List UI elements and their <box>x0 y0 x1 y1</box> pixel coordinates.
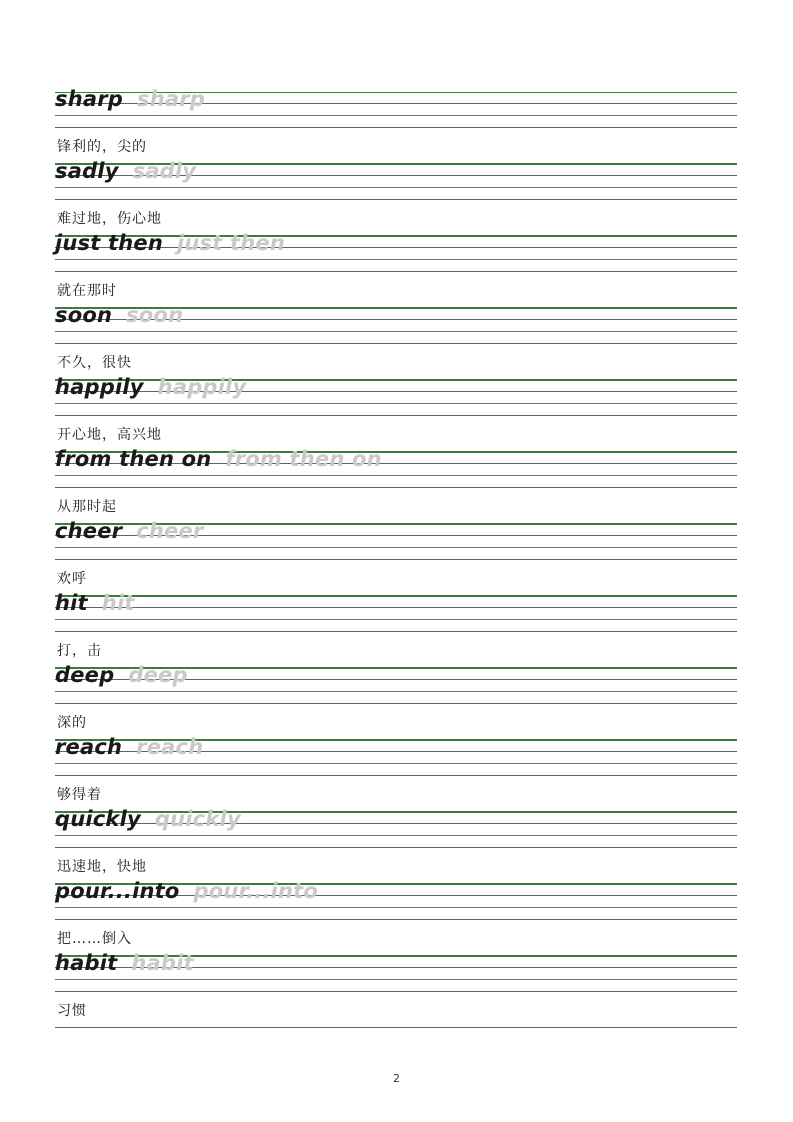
word-gloss-chinese: 就在那时 <box>57 283 117 299</box>
vocabulary-entry <box>55 735 737 812</box>
vocabulary-entry <box>55 447 737 524</box>
writing-staff <box>55 159 737 200</box>
word-pair <box>55 89 205 110</box>
staff-rule-baseline <box>55 907 737 908</box>
vocabulary-entry <box>55 807 737 884</box>
vocabulary-entry <box>55 591 737 668</box>
word-tracing-guide: soon <box>126 303 184 327</box>
word-pair <box>55 305 183 326</box>
staff-rule-baseline <box>55 475 737 476</box>
writing-staff <box>55 951 737 992</box>
staff-rule-baseline <box>55 691 737 692</box>
word-tracing-guide: hit <box>101 591 135 615</box>
word-gloss-chinese: 从那时起 <box>57 499 117 515</box>
vocabulary-entry <box>55 951 737 1028</box>
writing-staff <box>55 591 737 632</box>
staff-rule-baseline <box>55 403 737 404</box>
word-pair <box>55 521 204 542</box>
word-gloss-chinese: 不久，很快 <box>57 355 132 371</box>
vocabulary-entry <box>55 519 737 596</box>
word-tracing-guide: reach <box>136 735 204 759</box>
word-tracing-guide: quickly <box>154 807 241 831</box>
writing-staff <box>55 807 737 848</box>
word-gloss-chinese: 开心地，高兴地 <box>57 427 162 443</box>
word-gloss-chinese: 难过地，伤心地 <box>57 211 162 227</box>
staff-rule-baseline <box>55 835 737 836</box>
page-number: 2 <box>393 1072 400 1085</box>
word-printed: cheer <box>55 519 123 543</box>
word-pair <box>55 737 203 758</box>
word-tracing-guide: sadly <box>132 159 197 183</box>
staff-rule-upper-mid <box>55 607 737 608</box>
word-pair <box>55 881 318 902</box>
vocabulary-entry <box>55 303 737 380</box>
word-pair <box>55 809 241 830</box>
vocabulary-entry <box>55 879 737 956</box>
word-pair <box>55 665 188 686</box>
writing-staff <box>55 879 737 920</box>
writing-staff <box>55 87 737 128</box>
word-tracing-guide: habit <box>131 951 194 975</box>
gloss-row <box>55 560 737 596</box>
word-printed: just then <box>55 231 163 255</box>
writing-staff <box>55 447 737 488</box>
word-pair <box>55 161 196 182</box>
word-pair <box>55 233 285 254</box>
staff-rule-baseline <box>55 187 737 188</box>
staff-rule-baseline <box>55 619 737 620</box>
word-tracing-guide: just then <box>176 231 285 255</box>
word-pair <box>55 377 246 398</box>
staff-rule-baseline <box>55 115 737 116</box>
word-tracing-guide: cheer <box>136 519 204 543</box>
vocabulary-entry <box>55 159 737 236</box>
staff-rule-baseline <box>55 331 737 332</box>
vocabulary-entry <box>55 231 737 308</box>
word-printed: soon <box>55 303 113 327</box>
word-printed: pour...into <box>55 879 180 903</box>
word-gloss-chinese: 迅速地，快地 <box>57 859 147 875</box>
word-tracing-guide: from then on <box>225 447 382 471</box>
word-pair <box>55 593 135 614</box>
gloss-row <box>55 992 737 1028</box>
writing-staff <box>55 663 737 704</box>
staff-rule-baseline <box>55 547 737 548</box>
word-printed: hit <box>55 591 88 615</box>
word-gloss-chinese: 把……倒入 <box>57 931 132 947</box>
word-gloss-chinese: 欢呼 <box>57 571 87 587</box>
word-printed: deep <box>55 663 115 687</box>
writing-staff <box>55 735 737 776</box>
staff-rule-baseline <box>55 763 737 764</box>
word-printed: habit <box>55 951 118 975</box>
word-pair <box>55 953 194 974</box>
writing-staff <box>55 375 737 416</box>
staff-rule-baseline <box>55 979 737 980</box>
staff-rule-top <box>55 596 737 597</box>
word-gloss-chinese: 习惯 <box>57 1003 87 1019</box>
word-printed: from then on <box>55 447 212 471</box>
writing-staff <box>55 303 737 344</box>
vocabulary-entry <box>55 663 737 740</box>
word-printed: sharp <box>55 87 124 111</box>
word-printed: quickly <box>55 807 141 831</box>
staff-rule-baseline <box>55 259 737 260</box>
word-printed: happily <box>55 375 144 399</box>
word-printed: sadly <box>55 159 119 183</box>
word-gloss-chinese: 够得着 <box>57 787 102 803</box>
word-tracing-guide: sharp <box>137 87 206 111</box>
word-tracing-guide: pour...into <box>193 879 319 903</box>
word-gloss-chinese: 打，击 <box>57 643 102 659</box>
word-pair <box>55 449 382 470</box>
word-tracing-guide: deep <box>128 663 188 687</box>
writing-staff <box>55 231 737 272</box>
gloss-rule <box>55 1027 737 1028</box>
word-printed: reach <box>55 735 123 759</box>
vocabulary-entry <box>55 375 737 452</box>
word-gloss-chinese: 锋利的，尖的 <box>57 139 147 155</box>
writing-staff <box>55 519 737 560</box>
word-tracing-guide: happily <box>157 375 247 399</box>
word-gloss-chinese: 深的 <box>57 715 87 731</box>
vocabulary-entry <box>55 87 737 164</box>
vocabulary-entry-list <box>55 87 737 1028</box>
